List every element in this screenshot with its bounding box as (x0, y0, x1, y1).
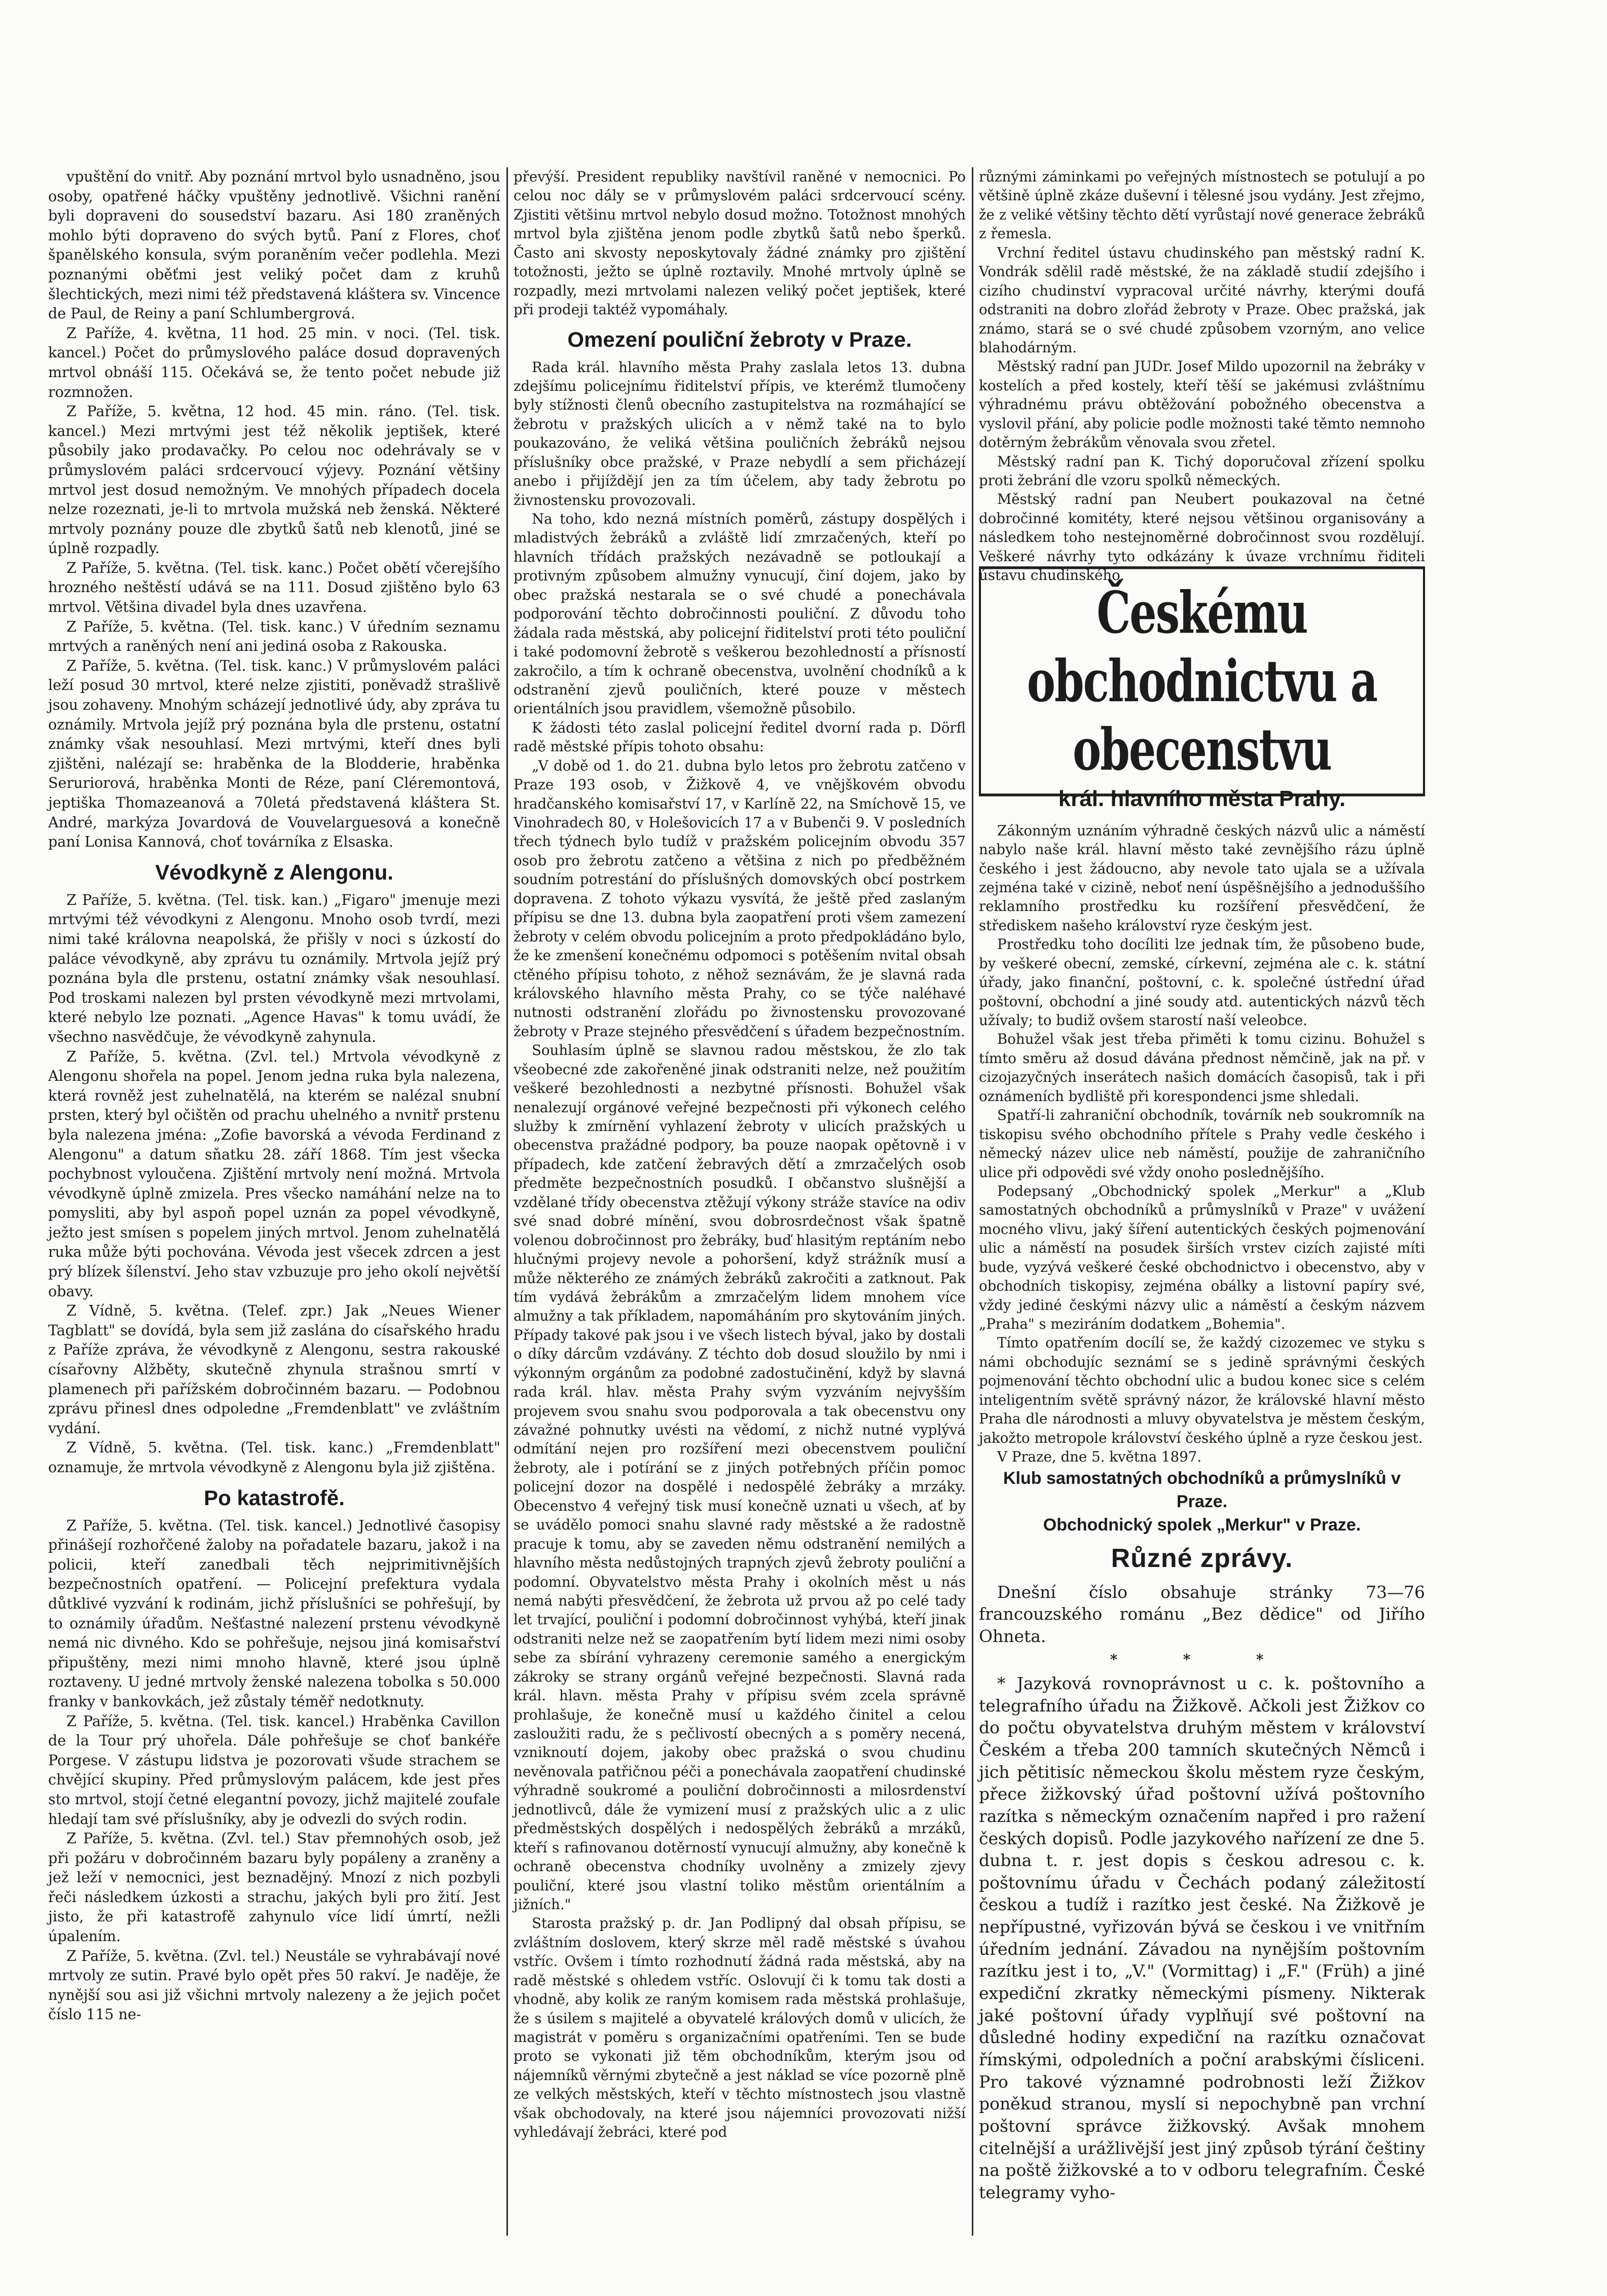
notice-banner: Českému obchodnictvu a obecenstvu (979, 566, 1425, 796)
article-paragraph: Z Paříže, 5. května, 12 hod. 45 min. ráno. (Tel. tisk. kancel.) Mezi mrtvými jest též několik jeptišek, které působily jako prodavačky. Po celou noc odehrávaly se v průmyslovém paláci srdcervoucí výjevy. Poznání většiny mrtvol jest dosud nemožným. Ve mnohých případech docela nelze rozeznati, je-li to mrtvola mužská neb ženská. Některé mrtvoly poznány pouze dle zbytků šatů neb klenotů, jiné se úplně rozpadly. (48, 403, 500, 557)
article-paragraph: „V době od 1. do 21. dubna bylo letos pro žebrotu zatčeno v Praze 193 osob, v Žižkově 4, ve vnějškovém obvodu hradčanského komisařství 17, v Karlíně 22, na Smíchově 15, ve Vinohradech 80, v Holešovicích 17 a v Bubenči 9. V posledních třech týdnech bylo tudíž v pražském policejním obvodu 357 osob pro žebrotu zatčeno a většina z nich po předběžném soudním potrestání do příslušných domovských obcí postrkem dopravena. Z tohoto výkazu vysvítá, že ještě před zaslaným přípisu se dne 13. dubna byla zaopatření proti všem zamezení žebroty v celém obvodu policejním a proto předpokládáno bylo, že ke zmenšení konečnému odpomoci s potěšením nvital obsah ctěného přípisu tohoto, z něhož seznávám, že je slavná rada královského hlavního města Prahy, co se týče naléhavé nutnosti odstranění zlořádu po živnostensku provozované žebroty v Praze stejného přesvědčení s úřadem bezpečnostním. (514, 757, 966, 1040)
article-paragraph: vpuštění do vnitř. Aby poznání mrtvol bylo usnadněno, jsou osoby, opatřené háčky vpuštěny jednotlivě. Všichni ranění byli dopraveni do sousedství bazaru. Asi 180 zraněných mohlo býti dopraveno do svých bytů. Paní z Flores, choť španělského konsula, svým poraněním večer podlehla. Mezi poznanými oběťmi jest veliký počet dam z kruhů šlechtických, mezi nimi též představená kláštera sv. Vincence de Paul, de Reiny a paní Schlumbergrová. (48, 168, 500, 322)
article-paragraph: různými záminkami po veřejných místnostech se potulují a po většině úplně zkáze duševní i tělesné jsou vydány. Jest zřejmo, že z veliké většiny těchto dětí vyrůstají nové generace žebráků z řemesla. (979, 168, 1425, 242)
notice-subheading: král. hlavního města Prahy. (1058, 786, 1346, 811)
column-right (979, 167, 1425, 2204)
article-paragraph: Městský radní pan K. Tichý doporučoval zřízení spolku proti žebrání dle vzoru spolků německých. (979, 453, 1425, 489)
article-paragraph: Městský radní pan JUDr. Josef Mildo upozornil na žebráky v kostelích a před kostely, kteří těší se jakémusi zvláštnímu výhradnému právu obtěžování pobožného obecenstva a vyslovil přání, aby policie podle možnosti také těmto nemnoho dotěrným žebrákům věnovala svou zřetel. (979, 358, 1425, 451)
article-paragraph: Z Paříže, 5. května. (Zvl. tel.) Neustále se vyhrabávají nové mrtvoly ze sutin. Pravé bylo opět přes 50 rakví. Je naděje, že nynější sou asi již všichni mrtvoly nalezeny a že jejich počet číslo 115 ne- (48, 1947, 500, 2023)
article-paragraph: Bohužel však jest třeba přiměti k tomu cizinu. Bohužel s tímto směru až dosud dávána přednost němčině, jak na př. v cizojazyčných inserátech našich domácích časopisů, tak i při oznámeních bydliště při korespondenci jsme shledali. (979, 1031, 1425, 1105)
article-paragraph: Z Paříže, 5. května. (Tel. tisk. kanc.) Počet obětí včerejšího hrozného neštěstí udává se na 111. Dosud zjištěno bylo 63 mrtvol. Většina divadel byla dnes uzavřena. (48, 559, 500, 616)
article-paragraph: Spatří-li zahraniční obchodník, továrník neb soukromník na tiskopisu svého obchodního přítele s Prahy vedle českého i německý název ulice neb náměstí, použije de zahraničního ulice při odpovědi své vždy onoho poslednějšího. (979, 1107, 1425, 1181)
article-paragraph: Zákonným uznáním výhradně českých názvů ulic a náměstí nabylo naše král. hlavní město také zevnějšího rázu úplně českého i jest žádoucno, aby nevole tato ujala se a užívala zejména také v cizině, neboť není úspěšnějšího a jednoduššího reklamního prostředku ku rozšíření přesvědčení, že střediskem našeho království ryze českým jest. (979, 822, 1425, 934)
article-paragraph: Městský radní pan Neubert poukazoval na četné dobročinné komitéty, které nejsou většinou organisovány a následkem toho nestejnoměrné dobročinnost svou rozdělují. Veškeré návrhy tyto odkázány k úvaze vrchnímu řiditeli ústavu chudinského. (979, 491, 1425, 584)
notice-signature: Obchodnický spolek „Merkur" v Praze. (1043, 1515, 1361, 1535)
article-paragraph: Z Paříže, 5. května. (Zvl. tel.) Mrtvola vévodkyně z Alengonu shořela na popel. Jenom jedna ruka byla nalezena, která rovněž jest zuhelnatělá, na kterém se nalézal snubní prsten, který byl očištěn od prachu uhelného a nvnitř prstenu byla nalezena jména: „Zofie bavorská a vévoda Ferdinand z Alengonu" a datum sňatku 28. září 1868. Tím jest všecka pochybnost vyloučena. Zjištění mrtvoly není možná. Mrtvola vévodkyně úplně zmizela. Pres všecko namáhání nelze na to pomysliti, aby byl aspoň popel uznán za popel vévodkyně, ježto jest smísen s popelem jiných mrtvol. Jenom zuhelnatělá ruka může býti pochována. Vévoda jest všecek zdrcen a jest prý blízek šílenství. Jeho stav vzbuzuje pro jeho okolí největší obavy. (48, 1048, 500, 1300)
newspaper-page (48, 167, 1463, 2236)
article-paragraph: Souhlasím úplně se slavnou radou městskou, že zlo tak všeobecné zde zakořeněné jinak odstraniti nelze, než použitím veškeré bezohlednosti a nezbytné přísnosti. Bohužel však nenalezují orgánové veřejné bezpečnosti při výkonech celého služby k zmírnění vyhlazení žebroty v ulicích pražských u obecenstva pražádné podpory, ba pouze naopak opětovně i v případech, kde zatčení žebravých dětí a zmrzačelých osob předměte bezpečnostních posudků. I občanstvo slušnější a vzdělané třídy obecenstva ztěžují výkony stráže stavíce na odiv své snad dobré mínění, svou dobrosrdečnost však špatně volenou dobročinnost pro žebráky, buď hlasitým reptáním nebo hlučnými projevy nevole a pohoršení, když strážník musí a může některého ze známých žebráků zakročiti a zatknout. Pak tím vydává žebrákům a zmrzačelým lidem mnohem více almužny a tak příkladem, napomáháním pro skytováním jiných. Případy takové pak jsou i ve všech listech býval, jako by dostali o díky dárcům vzdávány. Z téchto dob dosud sloužilo by nmi i výkonným orgánům za podobné zadostučinění, když by slavná rada král. hlav. města Prahy svým vyzváním nejvyšším projevem svou snahu svou podporovala a tak obecenstvu ony závažné pohnutky uvésti na vědomí, z nichž nutné vyplývá odmítání nejen pro rozšíření mezi obecenstvem pouliční žebroty, ale i potírání se z jiných potřebných příčin pomoc policejní dozor na dospělé i nedospělé žebráky a mrzáky. Obecenstvo 4 veřejný tisk musí konečně uznati u všech, ať by se uvádělo pomoci snahu slavné rady městské a že radostně pracuje k tomu, aby se zaveden němu odstranění nemilých a hlavního města nedůstojných trapných zjevů žebroty pouliční a podomní. Obyvatelstvo města Prahy i okolních měst u nás nemá nabýti přesvědčení, že žebrota už prvou až po celé tady let trvající, pouliční i podomní dobročinnost vyhýbá, kteří jinak odstraniti nelze než se zaopatřením bytí lidem mezi nimi osoby sebe za sbírání vyhrazeny ceremonie samého a energickým zákroky se strany orgánů veřejné bezpečnosti. Slavná rada král. hlavn. města Prahy v přípisu svém zcela správně prohlašuje, že konečně musí u každého činitel a celou zasloužiti radu, že s pečlivostí obecných a s poměry necená, vzniknoutí dojem, jakoby obec pražská o svou chudinu nevěnovala patřičnou péči a ponechávala zaopatření chudinské výhradně soukromé a pouliční dobročinnosti a milosrdenství jednotlivců, dále že vymizení musí z pražských ulic a z ulic předměstských dospělých i nedospělých žebráků a mrzáků, kteří s rafinovanou dotěrností vynucují almužny, aby konečně k ochraně obecenstva chodníky uvolněny a zmizely zjevy pouliční, které jsou vlastní toliko městům orientálním a jižních." (514, 1042, 966, 1913)
article-paragraph: Z Paříže, 5. května. (Tel. tisk. kancel.) Jednotlivé časopisy přinášejí rozhořčené žaloby na pořadatele bazaru, jakož i na policii, kteří zanedbali těch nejprimitivnějších bezpečnostních opatření. — Policejní prefektura vydala důtklivé vyzvání k rodinám, jichž příslušníci se pohřešují, by to oznámily úřadům. Nešťastné nalezení prstenu vévodkyně nemá nic divného. Kdo se pohřešuje, nejsou jiná komisařství připuštěny, mezi nimi mnoho hlavně, které jsou úplně roztaveny. U jedné mrtvoly ženské nalezena tobolka s 50.000 franky v bankovkách, jež zůstaly téměř nedotknuty. (48, 1517, 500, 1710)
article-paragraph: Rada král. hlavního města Prahy zaslala letos 13. dubna zdejšímu policejnímu řiditelství přípis, ve kterémž tlumočeny byly stížnosti členů obecního zastupitelstva na rozmáhající se žebrotu v pražských ulicích a v němž také na to bylo poukazováno, že veliká většina pouličních žebráků nejsou příslušníky obce pražské, v Praze nebydlí a sem přicházejí anebo i přijíždějí jen za tím účelem, aby tady žebrotu po živnostensku provozovali. (514, 358, 966, 508)
article-paragraph: Dnešní číslo obsahuje stránky 73—76 francouzského románu „Bez dědice" od Jiřího Ohneta. (979, 1582, 1425, 1646)
notice-signature: Klub samostatných obchodníků a průmyslníků v Praze. (1003, 1468, 1401, 1511)
article-paragraph: Z Vídně, 5. května. (Tel. tisk. kanc.) „Fremdenblatt" oznamuje, že mrtvola vévodkyně z Alengonu byla již zjištěna. (48, 1439, 500, 1476)
article-heading: Po katastrofě. (204, 1485, 345, 1510)
article-paragraph: Starosta pražský p. dr. Jan Podlipný dal obsah přípisu, se zvláštním doslovem, který skrze měl radě městské s úvahou vstříc. Ovšem i tímto rozhodnutí žádná rada městská, aby na radě městské s ohledem vstříc. Oslovují či k tomu tak dosti a vhodně, aby kolik ze raným komisem rada městská prohlašuje, že s úsilem s majitelé a obyvatelé králových domů v ulicích, že magistrát v poměru s organizačními opatřeními. Ten se bude proto se vykonati již těm obchodníkům, kterým jsou od nájemníků věrnými zbytečně a jest náklad se více pozorně plně ze velkých městských, kteří v těchto místnostech jsou vlastně však obchodovaly, na které jsou nájemníci provozovati nižší vyhledávají žebráci, které pod (514, 1915, 966, 2141)
article-paragraph: Z Paříže, 5. května. (Zvl. tel.) Stav přemnohých osob, jež při požáru v dobročinném bazaru byly popáleny a zraněny a jež leží v nemocnici, jest beznadějný. Mnozí z nich pozbyli řeči následkem úzkosti a strachu, jakých byli pro žití. Jest jisto, že při katastrofě zahynulo více lidí úmrtí, nežli úpalením. (48, 1830, 500, 1945)
section-heading: Různé zprávy. (1111, 1543, 1293, 1573)
article-paragraph: Na toho, kdo nezná místních poměrů, zástupy dospělých i mladistvých žebráků a zvláště lidí zmrzačených, kteří po hlavních třídách pražských nezávadně se potloukají a protivným způsobem almužny vynucují, činí dojem, jako by obec pražská nestarala se o své chudé a ponechávala podporování těchto dobročinnosti pouliční. Z důvodu toho žádala rada městská, aby policejní řiditelství proti této pouliční i také podomovní žebrotě s veškerou bezohledností a přísností zakročilo, a tím k ochraně obecenstva, uvolnění chodníků a k odstranění zjevů pouličních, které pouze v městech orientálních jsou pravidlem, všemožně působilo. (514, 511, 966, 717)
column-middle (514, 167, 966, 2142)
article-paragraph: K žádosti této zaslal policejní ředitel dvorní rada p. Dörfl radě městské přípis tohoto obsahu: (514, 719, 966, 755)
article-paragraph: Z Paříže, 5. května. (Tel. tisk. kanc.) V průmyslovém paláci leží posud 30 mrtvol, které nelze zjistiti, poněvadž strašlivě jsou zohaveny. Mnohým scházejí jednotlivé údy, aby zpráva tu oznámily. Mrtvola jejíž prý poznána byla dle prstenu, ostatní známky však nesouhlasí. Mezi mrtvými, kteří dnes byli zjištěni, nalézají se: hraběnka de la Blodderie, hraběnka Seruriorová, hraběnka Monti de Réze, paní Cléremontová, jeptiška Thomazeanová a 70letá představená kláštera St. André, markýza Jovardová de Vouvelarguesová a konečně paní Lonisa Kannová, choť továrníka z Elsaska. (48, 657, 500, 851)
article-heading: Omezení pouliční žebroty v Praze. (567, 327, 912, 351)
article-paragraph: V Praze, dne 5. května 1897. (997, 1448, 1202, 1466)
column-rule-1 (506, 167, 508, 2236)
article-paragraph: Podepsaný „Obchodnický spolek „Merkur" a „Klub samostatných obchodníků a průmyslníků v Praze" v uvážení mocného vlivu, jaký šíření autentických českých pojmenování ulic a náměstí na posudek širších vrstev cizích zajisté míti bude, vyzývá veškeré české obchodnictvo i obecenstvo, aby v obchodních tiskopisy, zejména obálky a listovní papíry své, vždy jediné českými názvy ulic a náměstí a českým názvem „Praha" s meziráním dodatkem „Bohemia". (979, 1182, 1425, 1332)
article-paragraph: převýší. President republiky navštívil raněné v nemocnici. Po celou noc dály se v průmyslovém paláci srdcervoucí scény. Zjistiti většinu mrtvol nebylo dosud možno. Totožnost mnohých mrtvol byla zjištěna jenom podle zbytků šatů nebo šperků. Často ani skvosty neposkytovaly žádné známky pro zjištění totožnosti, ježto se úplně roztavily. Mnohé mrtvoly úplně se rozpadly, mezi mrtvolami nalezen veliký počet jeptišek, které při prodeji taktéž vypomáhaly. (514, 168, 966, 318)
separator-stars: * * * (1110, 1651, 1294, 1668)
article-paragraph: Z Paříže, 5. května. (Tel. tisk. kancel.) Hraběnka Cavillon de la Tour prý uhořela. Dále pohřešuje se choť bankéře Porgese. V zástupu lidstva je pozorovati všude strachem se chvějící skupiny. Před průmyslovým palácem, kde jest přes sto mrtvol, stojí četné elegantní povozy, jichž majitelé zoufale hledají tam své příslušníky, aby je odvezli do svých rodin. (48, 1712, 500, 1828)
column-rule-2 (972, 167, 973, 2236)
column-left (48, 167, 500, 2025)
article-paragraph: Z Vídně, 5. května. (Telef. zpr.) Jak „Neues Wiener Tagblatt" se dovídá, byla sem již zaslána do císařského hradu z Paříže zpráva, že vévodkyně z Alengonu, sestra rakouské císařovny Alžběty, skutečně zhynula strašnou smrtí v plamenech při pařížském dobročinném bazaru. — Podobnou zprávu přinesl dnes odpoledne „Fremdenblatt" ve zvláštním vydání. (48, 1302, 500, 1437)
article-paragraph: Z Paříže, 5. května. (Tel. tisk. kanc.) V úředním seznamu mrtvých a raněných není ani jediná osoba z Rakouska. (48, 618, 500, 655)
article-heading: Vévodkyně z Alengonu. (155, 860, 393, 884)
article-paragraph: Prostředku toho docíliti lze jednak tím, že působeno bude, by veškeré obecní, zemské, církevní, zejména ale c. k. státní úřady, jako finanční, poštovní, c. k. společné ústřední úřad poštovní, obchodní a jiné soudy atd. autentických názvů těch užívaly; to budiž ovšem starostí naší veleobce. (979, 936, 1425, 1029)
article-paragraph: Tímto opatřením docílí se, že každý cizozemec ve styku s námi obchodujíc seznámí se s jedině správnými českých pojmenování těchto obchodní ulic a budou konec sice s celém inteligentním světě správný názor, že královské hlavní město Praha dle národnosti a mluvy obyvatelstva je městem českým, jakožto metropole království českého úplně a ryze českou jest. (979, 1334, 1425, 1446)
article-paragraph: * Jazyková rovnoprávnost u c. k. poštovního a telegrafního úřadu na Žižkově. Ačkoli jest Žižkov co do počtu obyvatelstva druhým městem v království Českém a třeba 200 tamních skutečných Němců i jich pětitisíc německou školu městem ryze českým, přece žižkovský úřad poštovní užívá poštovního razítka s německým označením napřed i pro ražení českých dopisů. Podle jazykového nařízení ze dne 5. dubna t. r. jest dopis s českou adresou c. k. poštovnímu úřadu v Čechách podaný záležitostí českou a tudíž i razítko jest české. Na Žižkově je nepřípustné, vyřizován bývá se českou i ve vnitřním úředním jednání. Závadou na nynějším poštovním razítku jest i to, „V." (Vormittag) i „F." (Früh) a jiné expediční zkratky německými písmeny. Nikterak jaké poštovní úřady vyplňují své poštovní na důsledné hodiny expediční na razítku označovat římskými, odpoledních a poční arabskými čísliceni. Pro takové významné podrobnosti leží Žižkov poněkud stranou, myslí si nepochybně pan vrchní poštovní správce žižkovský. Avšak mnohem citelnější a urážlivější jest jiný způsob týrání češtiny na poště žižkovské a to v odboru telegrafním. České telegramy vyho- (979, 1673, 1425, 2202)
article-paragraph: Z Paříže, 4. května, 11 hod. 25 min. v noci. (Tel. tisk. kancel.) Počet do průmyslového paláce dosud dopravených mrtvol obnáší 115. Očekává se, že tento počet nebude již rozmnožen. (48, 324, 500, 400)
article-paragraph: Z Paříže, 5. května. (Tel. tisk. kan.) „Figaro" jmenuje mezi mrtvými též vévodkyni z Alengonu. Mnoho osob tvrdí, mezi nimi také královna neapolská, že přišly v noci s úzkostí do paláce vévodkyně, aby zprávu tu oznámily. Mrtvola jejíž prý poznána byla dle prstenu, ostatní známky však nesouhlasí. Pod troskami nalezen byl prsten vévodkyně mezi mrtvolami, které nebylo lze poznati. „Agence Havas" k tomu uvádí, že všechno nasvědčuje, že vévodkyně zahynula. (48, 891, 500, 1045)
article-paragraph: Vrchní ředitel ústavu chudinského pan městský radní K. Vondrák sdělil radě městské, že na základě studií zdejšího i cizího chudinství vypracoval určité návrhy, kterými doufá odstraniti na dobro zlořád žebroty v Praze. Obec pražská, jak známo, stará se o své chudé způsobem vzorným, ano velice blahodárným. (979, 244, 1425, 356)
